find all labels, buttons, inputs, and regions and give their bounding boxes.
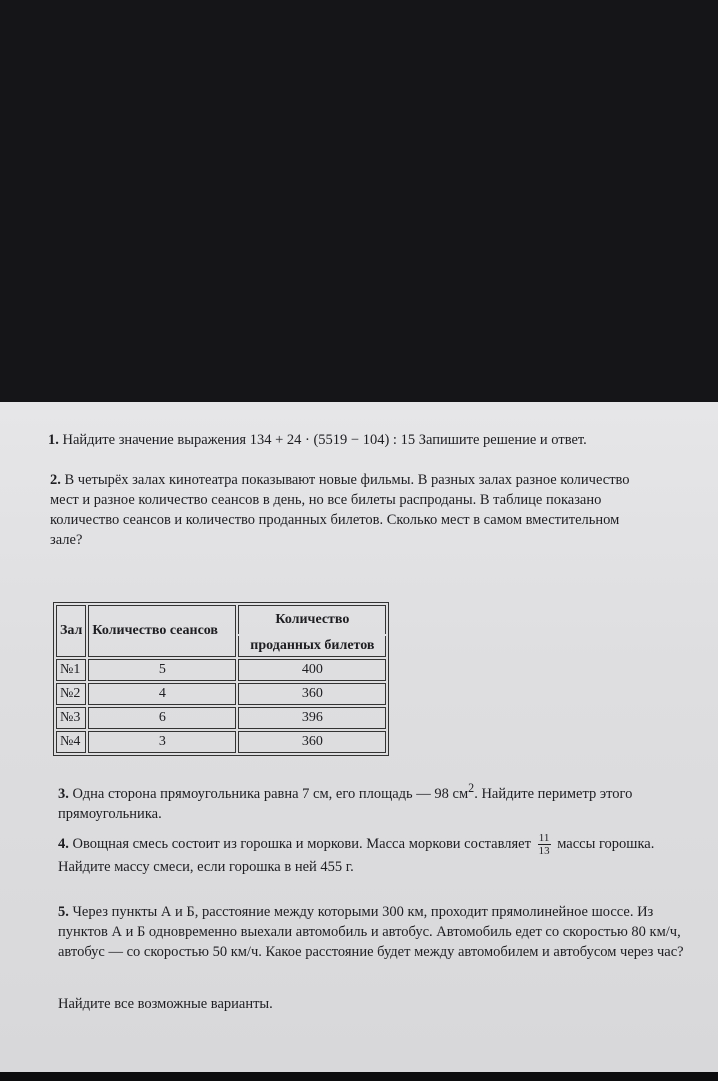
- header-sessions: Количество сеансов: [88, 605, 236, 657]
- task-3: [58, 778, 668, 824]
- task-5-followup: [58, 994, 658, 1014]
- table-header-row: [56, 605, 386, 634]
- task-number: 1.: [48, 432, 59, 448]
- exponent: 2: [468, 781, 475, 795]
- table-row: [56, 707, 386, 729]
- cell-sold: 360: [238, 731, 386, 753]
- cell-sessions: 3: [88, 731, 236, 753]
- cell-sold: 396: [238, 707, 386, 729]
- cell-sessions: 4: [88, 683, 236, 705]
- cell-sold: 400: [238, 659, 386, 681]
- fraction-denominator: 13: [538, 845, 550, 857]
- task-1: [48, 430, 688, 450]
- table-row: [56, 731, 386, 753]
- cell-sessions: 6: [88, 707, 236, 729]
- header-sold-top: Количество: [238, 605, 386, 634]
- fraction: [538, 832, 551, 857]
- tickets-table: [53, 602, 389, 756]
- dark-background-bottom: [0, 1072, 718, 1081]
- task-text-continued: массы горошка. Найдите массу смеси, если горошка в ней 455 г.: [58, 835, 655, 875]
- task-text: Найдите все возможные варианты.: [58, 996, 273, 1012]
- task-text: Овощная смесь состоит из горошка и моркови. Масса моркови составляет: [72, 835, 531, 852]
- task-5: [58, 902, 688, 962]
- cell-sold: 360: [238, 683, 386, 705]
- task-text: В четырёх залах кинотеатра показывают новые фильмы. В разных залах разное количество мест и разное количество сеансов в день, но все билеты распроданы. В таблице показано количество сеансов и количество проданных билетов. Сколько мест в самом вместительном зале?: [50, 472, 630, 548]
- table-row: [56, 683, 386, 705]
- task-number: 4.: [58, 835, 69, 852]
- cell-hall: №2: [56, 683, 86, 705]
- header-sold-bottom: проданных билетов: [238, 636, 386, 657]
- task-4: [58, 832, 678, 877]
- cell-hall: №1: [56, 659, 86, 681]
- task-2: [50, 470, 650, 550]
- fraction-numerator: 11: [538, 832, 550, 844]
- header-hall: Зал: [56, 605, 86, 657]
- task-number: 2.: [50, 472, 61, 488]
- cell-sessions: 5: [88, 659, 236, 681]
- task-text: Одна сторона прямоугольника равна 7 см, его площадь — 98 см: [72, 785, 469, 802]
- cell-hall: №3: [56, 707, 86, 729]
- task-text: Через пункты А и Б, расстояние между которыми 300 км, проходит прямолинейное шоссе. Из пунктов А и Б одновременно выехали автомобиль и автобус. Автомобиль едет со скоростью 80 км/ч, автобус — со скоростью 50 км/ч. Какое расстояние будет между автомобилем и автобусом через час?: [58, 904, 684, 960]
- table-row: [56, 659, 386, 681]
- dark-background-top: [0, 0, 718, 402]
- task-text: Найдите значение выражения 134 + 24 · (5519 − 104) : 15 Запишите решение и ответ.: [62, 432, 587, 448]
- task-number: 3.: [58, 785, 69, 802]
- task-number: 5.: [58, 904, 69, 920]
- cell-hall: №4: [56, 731, 86, 753]
- task-text-continued: . Найдите периметр этого прямоугольника.: [58, 785, 633, 822]
- worksheet-page: [0, 402, 718, 1072]
